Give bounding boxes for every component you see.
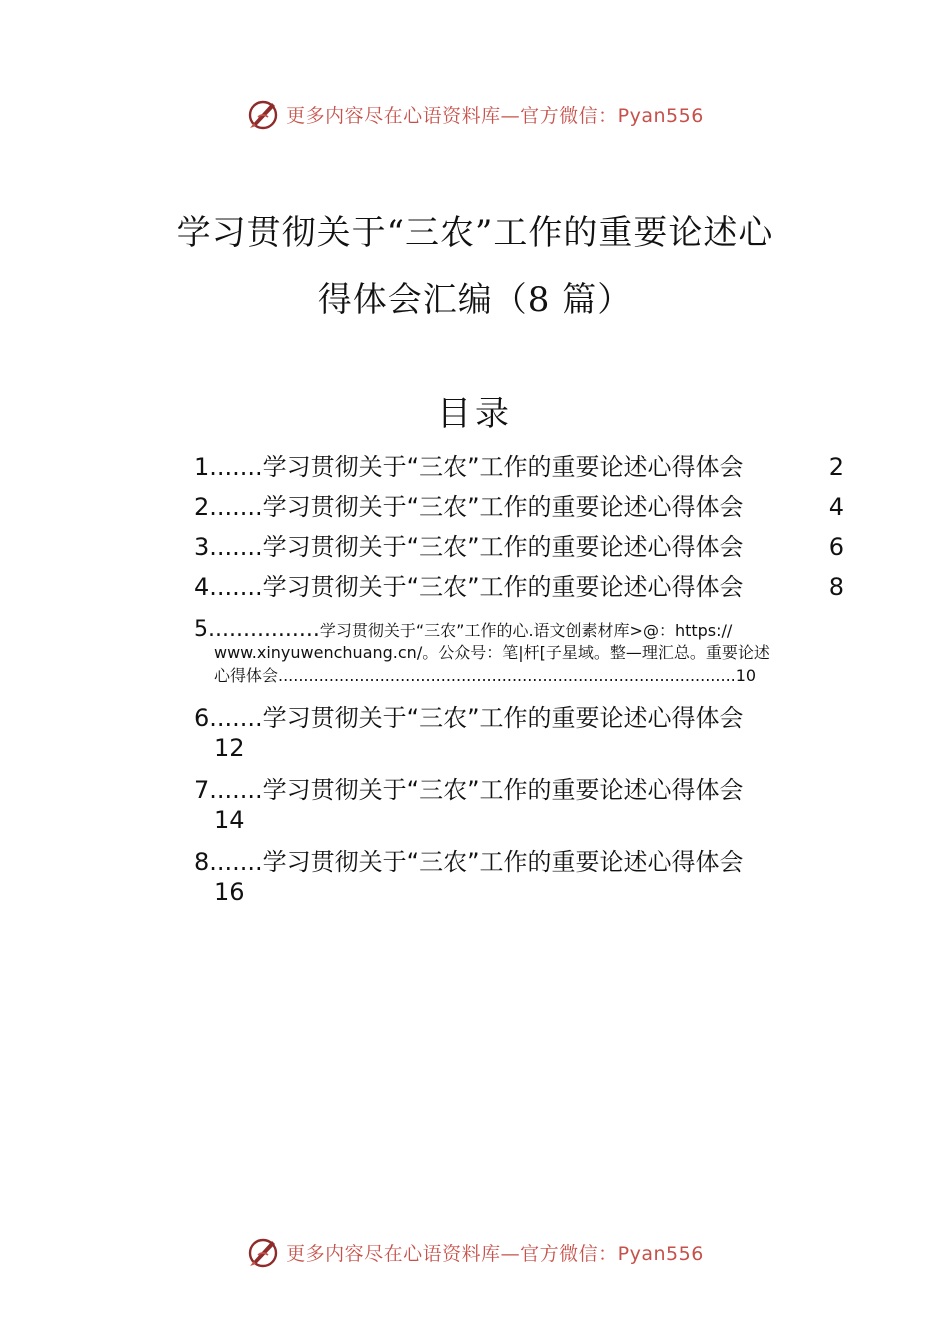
toc-entry-page: 4 bbox=[828, 493, 844, 521]
toc-entry-text: 7.......学习贯彻关于“三农”工作的重要论述心得体会 bbox=[194, 776, 744, 804]
toc-entry-3[interactable] bbox=[194, 532, 844, 572]
toc-entry-page: 6 bbox=[828, 533, 844, 561]
banner-text: 更多内容尽在心语资料库—官方微信：Pyan556 bbox=[286, 104, 704, 127]
toc-entry-1[interactable] bbox=[194, 452, 844, 492]
toc-entry-page: 16 bbox=[214, 878, 245, 906]
wechat-id: Pyan556 bbox=[617, 104, 704, 127]
toc-entry-page: 8 bbox=[828, 573, 844, 601]
toc-entry-text: 4.......学习贯彻关于“三农”工作的重要论述心得体会 bbox=[194, 573, 744, 601]
banner-text: 更多内容尽在心语资料库—官方微信：Pyan556 bbox=[286, 1242, 704, 1265]
toc-entry-number: 5................ bbox=[194, 617, 320, 642]
toc-entry-text: 学习贯彻关于“三农”工作的心.语文创素材库>@：https:// bbox=[319, 621, 733, 640]
toc-entry-2[interactable] bbox=[194, 492, 844, 532]
footer-banner bbox=[0, 1232, 950, 1272]
toc-entry-6[interactable] bbox=[194, 703, 844, 763]
toc-entry-text: 1.......学习贯彻关于“三农”工作的重要论述心得体会 bbox=[194, 453, 744, 481]
document-title-line-1: 学习贯彻关于“三农”工作的重要论述心 bbox=[176, 213, 774, 253]
toc-entry-page: 12 bbox=[214, 734, 245, 762]
toc-entry-5[interactable] bbox=[194, 616, 844, 687]
toc-entry-text-continued: www.xinyuwenchuang.cn/。公众号：笔|杆[子星域。整—理汇总。重要论述 bbox=[214, 643, 770, 662]
toc-entry-text: 2.......学习贯彻关于“三农”工作的重要论述心得体会 bbox=[194, 493, 744, 521]
pen-logo-icon bbox=[246, 1235, 280, 1269]
toc-entry-4[interactable] bbox=[194, 572, 844, 612]
toc-entry-text: 8.......学习贯彻关于“三农”工作的重要论述心得体会 bbox=[194, 848, 744, 876]
toc-entry-page: 2 bbox=[828, 453, 844, 481]
toc-heading: 目录 bbox=[437, 394, 513, 434]
toc-entry-page: 14 bbox=[214, 806, 245, 834]
document-title-line-2: 得体会汇编（8 篇） bbox=[317, 280, 633, 320]
toc-entry-text: 3.......学习贯彻关于“三农”工作的重要论述心得体会 bbox=[194, 533, 744, 561]
toc-entry-text: 6.......学习贯彻关于“三农”工作的重要论述心得体会 bbox=[194, 704, 744, 732]
toc-entry-text-continued: 心得体会..........................................................................................10 bbox=[214, 666, 757, 685]
table-of-contents bbox=[194, 452, 844, 919]
wechat-id: Pyan556 bbox=[617, 1242, 704, 1265]
header-banner bbox=[0, 94, 950, 134]
toc-entry-8[interactable] bbox=[194, 847, 844, 907]
pen-logo-icon bbox=[246, 97, 280, 131]
toc-entry-7[interactable] bbox=[194, 775, 844, 835]
